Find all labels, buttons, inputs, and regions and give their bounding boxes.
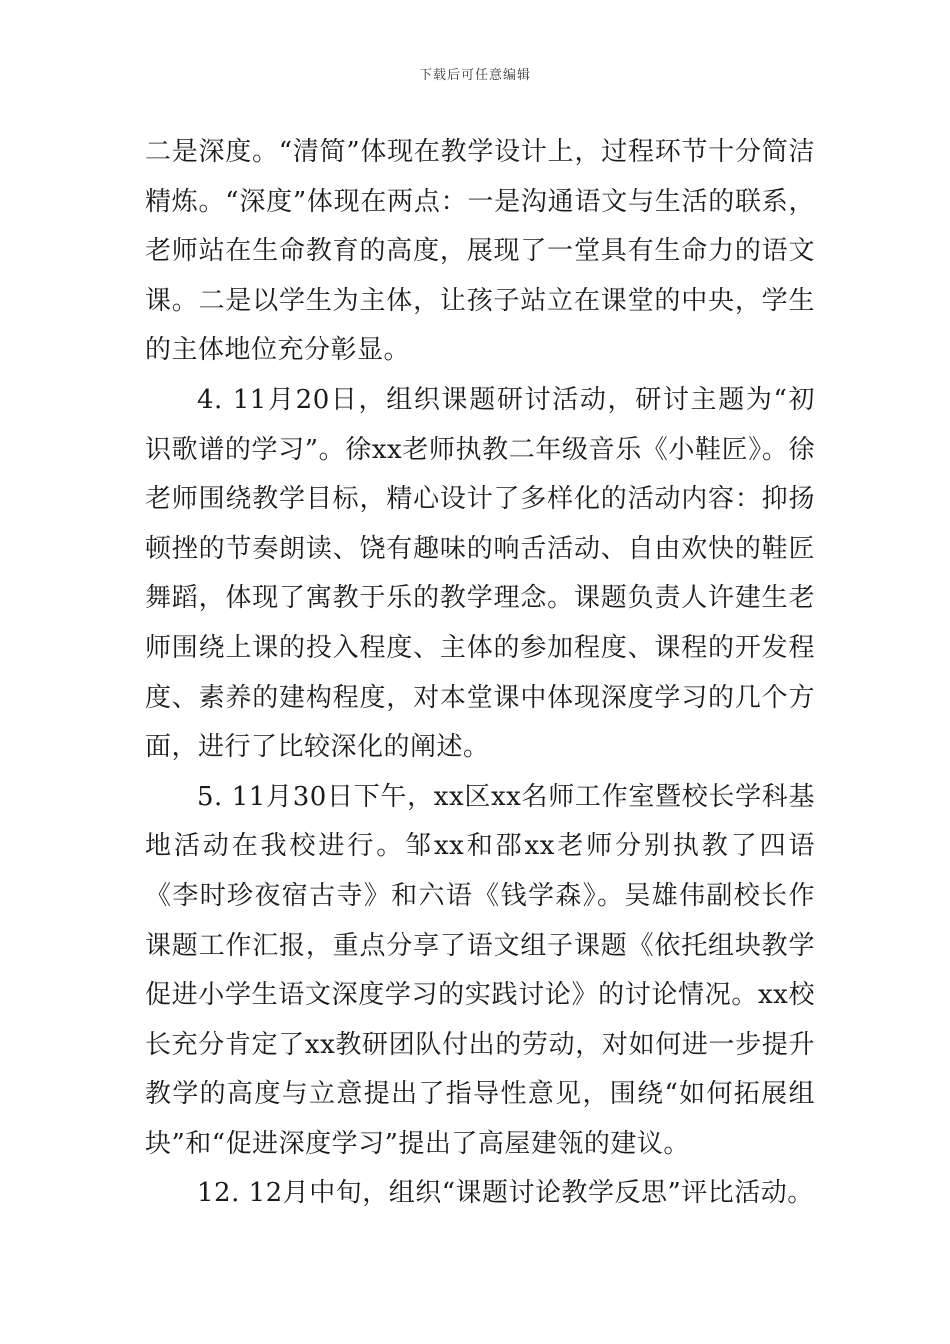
paragraph-4: 12. 12月中旬，组织“课题讨论教学反思”评比活动。 [197, 1178, 814, 1209]
paragraph-3: 5. 11月30日下午，xx区xx名师工作室暨校长学科基地活动在我校进行。邹xx和邵xx老师分别执教了四语《李时珍夜宿古寺》和六语《钱学森》。吴雄伟副校长作课题工作汇报，重点分享了语文组子课题《依托组块教学促进小学生语文深度学习的实践讨论》的讨论情况。xx校长充分肯定了xx教研团队付出的劳动，对如何进一步提升教学的高度与立意提出了指导性意见，围绕“如何拓展组块”和“促进深度学习”提出了高屋建瓴的建议。 [145, 781, 815, 1159]
page-header: 下载后可任意编辑 [418, 68, 531, 83]
paragraph-1: 二是深度。“清简”体现在教学设计上，过程环节十分简洁精炼。“深度”体现在两点：一是沟通语文与生活的联系，老师站在生命教育的高度，展现了一堂具有生命力的语文课。二是以学生为主体，让孩子站立在课堂的中央，学生的主体地位充分彰显。 [145, 137, 815, 366]
document-body [145, 128, 815, 1219]
paragraph-2: 4. 11月20日，组织课题研讨活动，研讨主题为“初识歌谱的学习”。徐xx老师执教二年级音乐《小鞋匠》。徐老师围绕教学目标，精心设计了多样化的活动内容：抑扬顿挫的节奏朗读、饶有趣味的响舌活动、自由欢快的鞋匠舞蹈，体现了寓教于乐的教学理念。课题负责人许建生老师围绕上课的投入程度、主体的参加程度、课程的开发程度、素养的建构程度，对本堂课中体现深度学习的几个方面，进行了比较深化的阐述。 [145, 384, 815, 763]
